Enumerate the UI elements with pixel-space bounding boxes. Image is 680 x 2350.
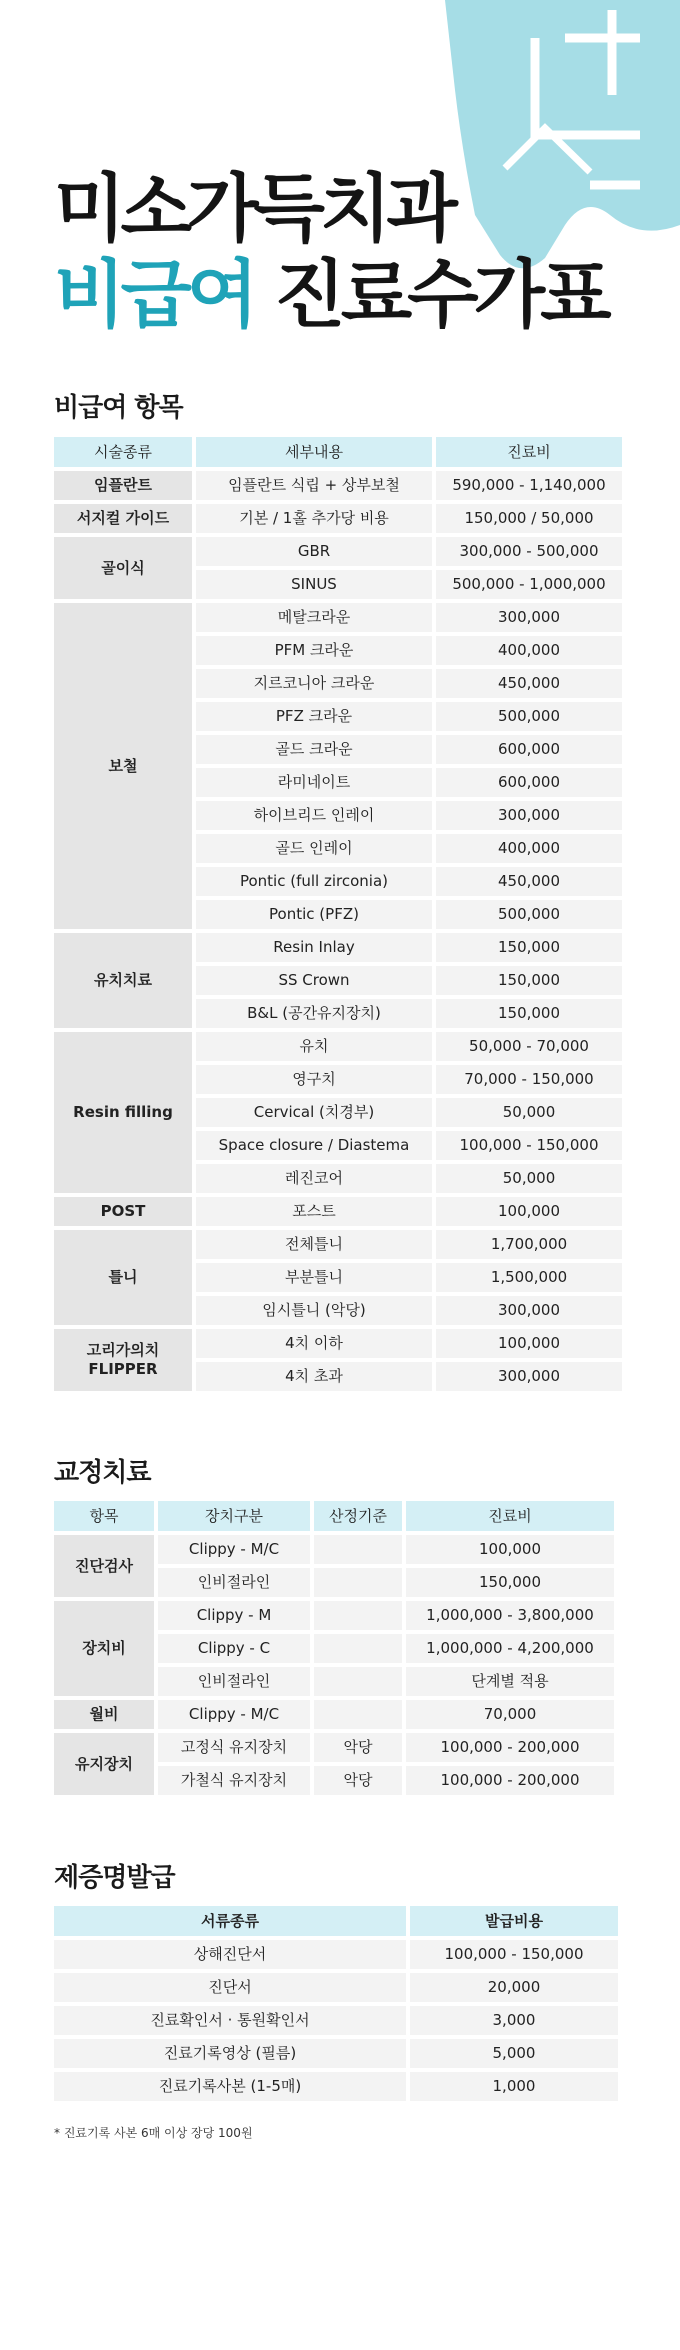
detail-cell: Pontic (full zirconia)	[196, 867, 432, 896]
price-cell: 150,000	[406, 1568, 614, 1597]
price-cell: 1,000,000 - 4,200,000	[406, 1634, 614, 1663]
header-cell: 항목	[54, 1501, 154, 1531]
price-cell: 20,000	[410, 1973, 618, 2002]
price-cell: 100,000	[436, 1197, 622, 1226]
document-type-cell: 상해진단서	[54, 1940, 406, 1969]
price-cell: 600,000	[436, 768, 622, 797]
basis-cell	[314, 1535, 402, 1564]
detail-cell: 라미네이트	[196, 768, 432, 797]
detail-cell: Pontic (PFZ)	[196, 900, 432, 929]
detail-cell: Clippy - C	[158, 1634, 310, 1663]
detail-cell: 영구치	[196, 1065, 432, 1094]
price-cell: 70,000 - 150,000	[436, 1065, 622, 1094]
price-cell: 단계별 적용	[406, 1667, 614, 1696]
header-cell: 세부내용	[196, 437, 432, 467]
table-row	[54, 933, 622, 962]
table-row	[54, 1032, 622, 1061]
detail-cell: 기본 / 1홀 추가당 비용	[196, 504, 432, 533]
document-type-cell: 진단서	[54, 1973, 406, 2002]
detail-cell: GBR	[196, 537, 432, 566]
detail-cell: 고정식 유지장치	[158, 1733, 310, 1762]
detail-cell: 하이브리드 인레이	[196, 801, 432, 830]
detail-cell: 인비절라인	[158, 1568, 310, 1597]
table-row	[54, 504, 622, 533]
document-type-cell: 진료기록사본 (1-5매)	[54, 2072, 406, 2101]
price-cell: 400,000	[436, 636, 622, 665]
detail-cell: Space closure / Diastema	[196, 1131, 432, 1160]
table-row	[54, 1733, 614, 1762]
footnote: * 진료기록 사본 6매 이상 장당 100원	[54, 2126, 253, 2140]
detail-cell: 골드 크라운	[196, 735, 432, 764]
table-row	[54, 2039, 618, 2068]
category-cell: 골이식	[54, 537, 192, 599]
header-cell: 시술종류	[54, 437, 192, 467]
orthodontics-fee-table	[50, 1497, 618, 1799]
table-row	[54, 1329, 622, 1358]
category-cell: 장치비	[54, 1601, 154, 1696]
price-cell: 100,000 - 200,000	[406, 1766, 614, 1795]
detail-cell: PFZ 크라운	[196, 702, 432, 731]
page-title-line1: 미소가득치과	[54, 166, 453, 252]
detail-cell: Cervical (치경부)	[196, 1098, 432, 1127]
price-cell: 500,000	[436, 900, 622, 929]
table-row	[54, 1940, 618, 1969]
table-row	[54, 1197, 622, 1226]
detail-cell: 인비절라인	[158, 1667, 310, 1696]
detail-cell: 메탈크라운	[196, 603, 432, 632]
detail-cell: 레진코어	[196, 1164, 432, 1193]
basis-cell	[314, 1601, 402, 1630]
price-cell: 300,000 - 500,000	[436, 537, 622, 566]
table-header-row	[54, 1906, 618, 1936]
detail-cell: Resin Inlay	[196, 933, 432, 962]
price-cell: 5,000	[410, 2039, 618, 2068]
basis-cell	[314, 1568, 402, 1597]
price-cell: 3,000	[410, 2006, 618, 2035]
table-header-row	[54, 437, 622, 467]
price-cell: 300,000	[436, 1362, 622, 1391]
section-title-noncovered: 비급여 항목	[54, 393, 183, 423]
header-cell: 장치구분	[158, 1501, 310, 1531]
category-cell: Resin filling	[54, 1032, 192, 1193]
detail-cell: SS Crown	[196, 966, 432, 995]
document-type-cell: 진료기록영상 (필름)	[54, 2039, 406, 2068]
detail-cell: 임플란트 식립 + 상부보철	[196, 471, 432, 500]
price-cell: 300,000	[436, 801, 622, 830]
category-cell: POST	[54, 1197, 192, 1226]
price-cell: 100,000	[436, 1329, 622, 1358]
table-row	[54, 537, 622, 566]
price-cell: 150,000	[436, 966, 622, 995]
basis-cell	[314, 1634, 402, 1663]
price-cell: 100,000	[406, 1535, 614, 1564]
detail-cell: 4치 초과	[196, 1362, 432, 1391]
table-row	[54, 1601, 614, 1630]
detail-cell: Clippy - M	[158, 1601, 310, 1630]
price-cell: 100,000 - 150,000	[410, 1940, 618, 1969]
table-row	[54, 471, 622, 500]
detail-cell: 포스트	[196, 1197, 432, 1226]
category-cell: 임플란트	[54, 471, 192, 500]
header-cell: 진료비	[436, 437, 622, 467]
price-cell: 500,000 - 1,000,000	[436, 570, 622, 599]
detail-cell: 유치	[196, 1032, 432, 1061]
price-cell: 150,000	[436, 999, 622, 1028]
header-cell: 발급비용	[410, 1906, 618, 1936]
table-row	[54, 2006, 618, 2035]
table-row	[54, 1535, 614, 1564]
header-cell: 산정기준	[314, 1501, 402, 1531]
price-cell: 150,000 / 50,000	[436, 504, 622, 533]
detail-cell: SINUS	[196, 570, 432, 599]
category-cell: 월비	[54, 1700, 154, 1729]
detail-cell: 부분틀니	[196, 1263, 432, 1292]
basis-cell: 악당	[314, 1766, 402, 1795]
category-cell: 유치치료	[54, 933, 192, 1028]
table-row	[54, 1700, 614, 1729]
header-cell: 서류종류	[54, 1906, 406, 1936]
category-cell: 서지컬 가이드	[54, 504, 192, 533]
category-cell: 틀니	[54, 1230, 192, 1325]
detail-cell: Clippy - M/C	[158, 1535, 310, 1564]
section-title-certificates: 제증명발급	[54, 1863, 175, 1893]
page-title-accent: 비급여	[54, 252, 254, 338]
detail-cell: B&L (공간유지장치)	[196, 999, 432, 1028]
detail-cell: 지르코니아 크라운	[196, 669, 432, 698]
price-cell: 1,700,000	[436, 1230, 622, 1259]
basis-cell	[314, 1667, 402, 1696]
category-cell: 진단검사	[54, 1535, 154, 1597]
price-cell: 300,000	[436, 1296, 622, 1325]
price-cell: 1,000,000 - 3,800,000	[406, 1601, 614, 1630]
table-header-row	[54, 1501, 614, 1531]
table-row	[54, 1973, 618, 2002]
price-cell: 1,500,000	[436, 1263, 622, 1292]
price-cell: 100,000 - 150,000	[436, 1131, 622, 1160]
document-type-cell: 진료확인서 · 통원확인서	[54, 2006, 406, 2035]
price-cell: 400,000	[436, 834, 622, 863]
detail-cell: 가철식 유지장치	[158, 1766, 310, 1795]
price-cell: 450,000	[436, 867, 622, 896]
table-row	[54, 2072, 618, 2101]
price-cell: 300,000	[436, 603, 622, 632]
basis-cell	[314, 1700, 402, 1729]
price-cell: 590,000 - 1,140,000	[436, 471, 622, 500]
price-cell: 100,000 - 200,000	[406, 1733, 614, 1762]
header-cell: 진료비	[406, 1501, 614, 1531]
price-cell: 150,000	[436, 933, 622, 962]
detail-cell: 4치 이하	[196, 1329, 432, 1358]
price-cell: 50,000	[436, 1098, 622, 1127]
price-cell: 70,000	[406, 1700, 614, 1729]
price-cell: 450,000	[436, 669, 622, 698]
table-row	[54, 603, 622, 632]
price-cell: 50,000 - 70,000	[436, 1032, 622, 1061]
detail-cell: PFM 크라운	[196, 636, 432, 665]
price-cell: 500,000	[436, 702, 622, 731]
category-cell: 고리가의치 FLIPPER	[54, 1329, 192, 1391]
page-title-rest: 진료수가표	[274, 252, 607, 338]
category-cell: 보철	[54, 603, 192, 929]
detail-cell: 전체틀니	[196, 1230, 432, 1259]
table-row	[54, 1230, 622, 1259]
price-cell: 1,000	[410, 2072, 618, 2101]
price-cell: 50,000	[436, 1164, 622, 1193]
detail-cell: 골드 인레이	[196, 834, 432, 863]
certificate-fee-table	[50, 1902, 622, 2105]
page-title-line2	[54, 252, 607, 338]
category-cell: 유지장치	[54, 1733, 154, 1795]
basis-cell: 악당	[314, 1733, 402, 1762]
price-cell: 600,000	[436, 735, 622, 764]
detail-cell: 임시틀니 (악당)	[196, 1296, 432, 1325]
noncovered-fee-table	[50, 433, 626, 1395]
detail-cell: Clippy - M/C	[158, 1700, 310, 1729]
section-title-orthodontics: 교정치료	[54, 1458, 151, 1488]
